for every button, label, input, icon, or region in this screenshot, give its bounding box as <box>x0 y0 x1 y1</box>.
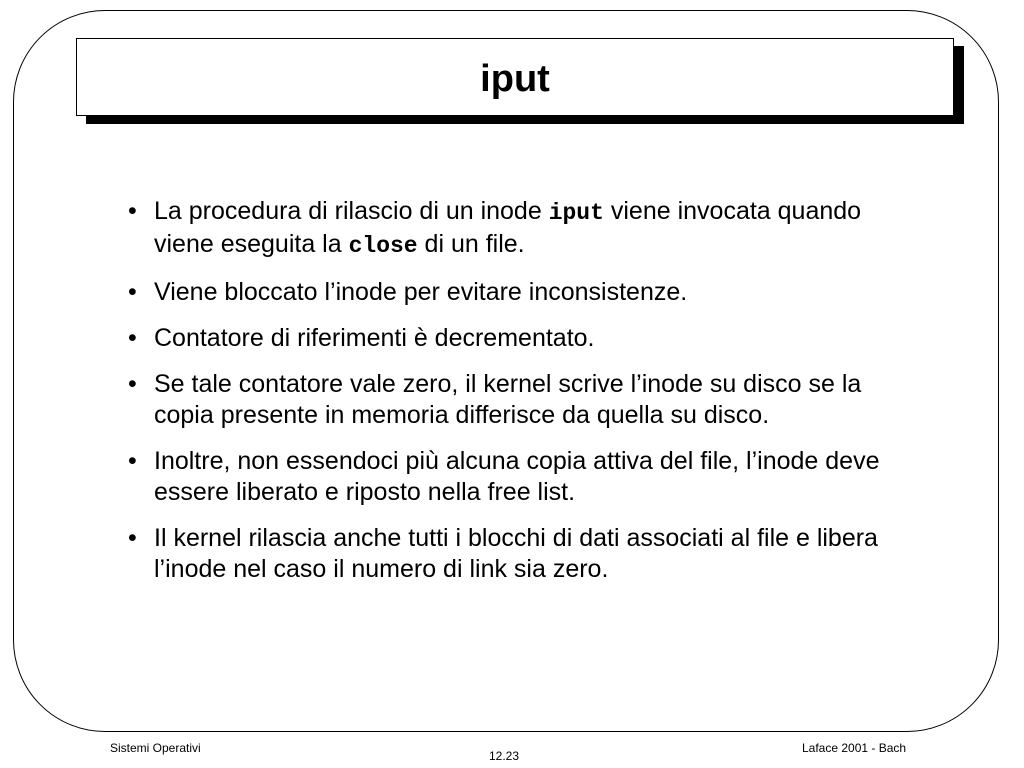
bullet-text <box>154 524 878 583</box>
bullet-text <box>154 370 861 429</box>
bullet-text-segment: Inoltre, non essendoci più alcuna copia attiva del file, l’inode deve essere liberato e riposto nella free list. <box>154 447 880 506</box>
bullet-item <box>126 369 906 431</box>
bullet-text-segment: di un file. <box>417 230 525 258</box>
code-keyword: iput <box>548 200 604 226</box>
bullet-text <box>154 324 595 352</box>
bullet-item <box>126 323 906 354</box>
slide-title: iput <box>480 58 550 100</box>
bullet-text-segment: Se tale contatore vale zero, il kernel scrive l’inode su disco se la copia presente in memoria differisce da quella su disco. <box>154 370 862 429</box>
bullet-text-segment: La procedura di rilascio di un inode <box>154 197 549 225</box>
bullet-dot: • <box>128 370 137 398</box>
bullet-text-segment: Viene bloccato l’inode per evitare inconsistenze. <box>154 278 688 306</box>
footer-author: Laface 2001 - Bach <box>802 741 907 755</box>
bullet-text-segment: Contatore di riferimenti è decrementato. <box>154 324 595 352</box>
bullet-text-segment: viene invocata quando viene eseguita la <box>154 197 862 258</box>
bullet-list <box>126 196 906 600</box>
bullet-text <box>154 278 687 306</box>
bullet-text <box>154 447 879 506</box>
bullet-dot: • <box>128 524 137 552</box>
bullet-item <box>126 196 906 262</box>
title-box <box>76 38 954 116</box>
bullet-text-segment: Il kernel rilascia anche tutti i blocchi di dati associati al file e libera l’inode nel caso il numero di link sia zero. <box>154 524 878 583</box>
bullet-dot: • <box>128 278 137 306</box>
bullet-text <box>154 197 861 258</box>
bullet-item <box>126 277 906 308</box>
code-keyword: close <box>348 233 418 259</box>
bullet-item <box>126 446 906 508</box>
footer-page-number: 12.23 <box>489 749 520 763</box>
bullet-item <box>126 523 906 585</box>
footer-course: Sistemi Operativi <box>110 741 201 755</box>
bullet-dot: • <box>128 447 137 475</box>
bullet-dot: • <box>128 324 137 352</box>
bullet-dot: • <box>128 197 137 225</box>
